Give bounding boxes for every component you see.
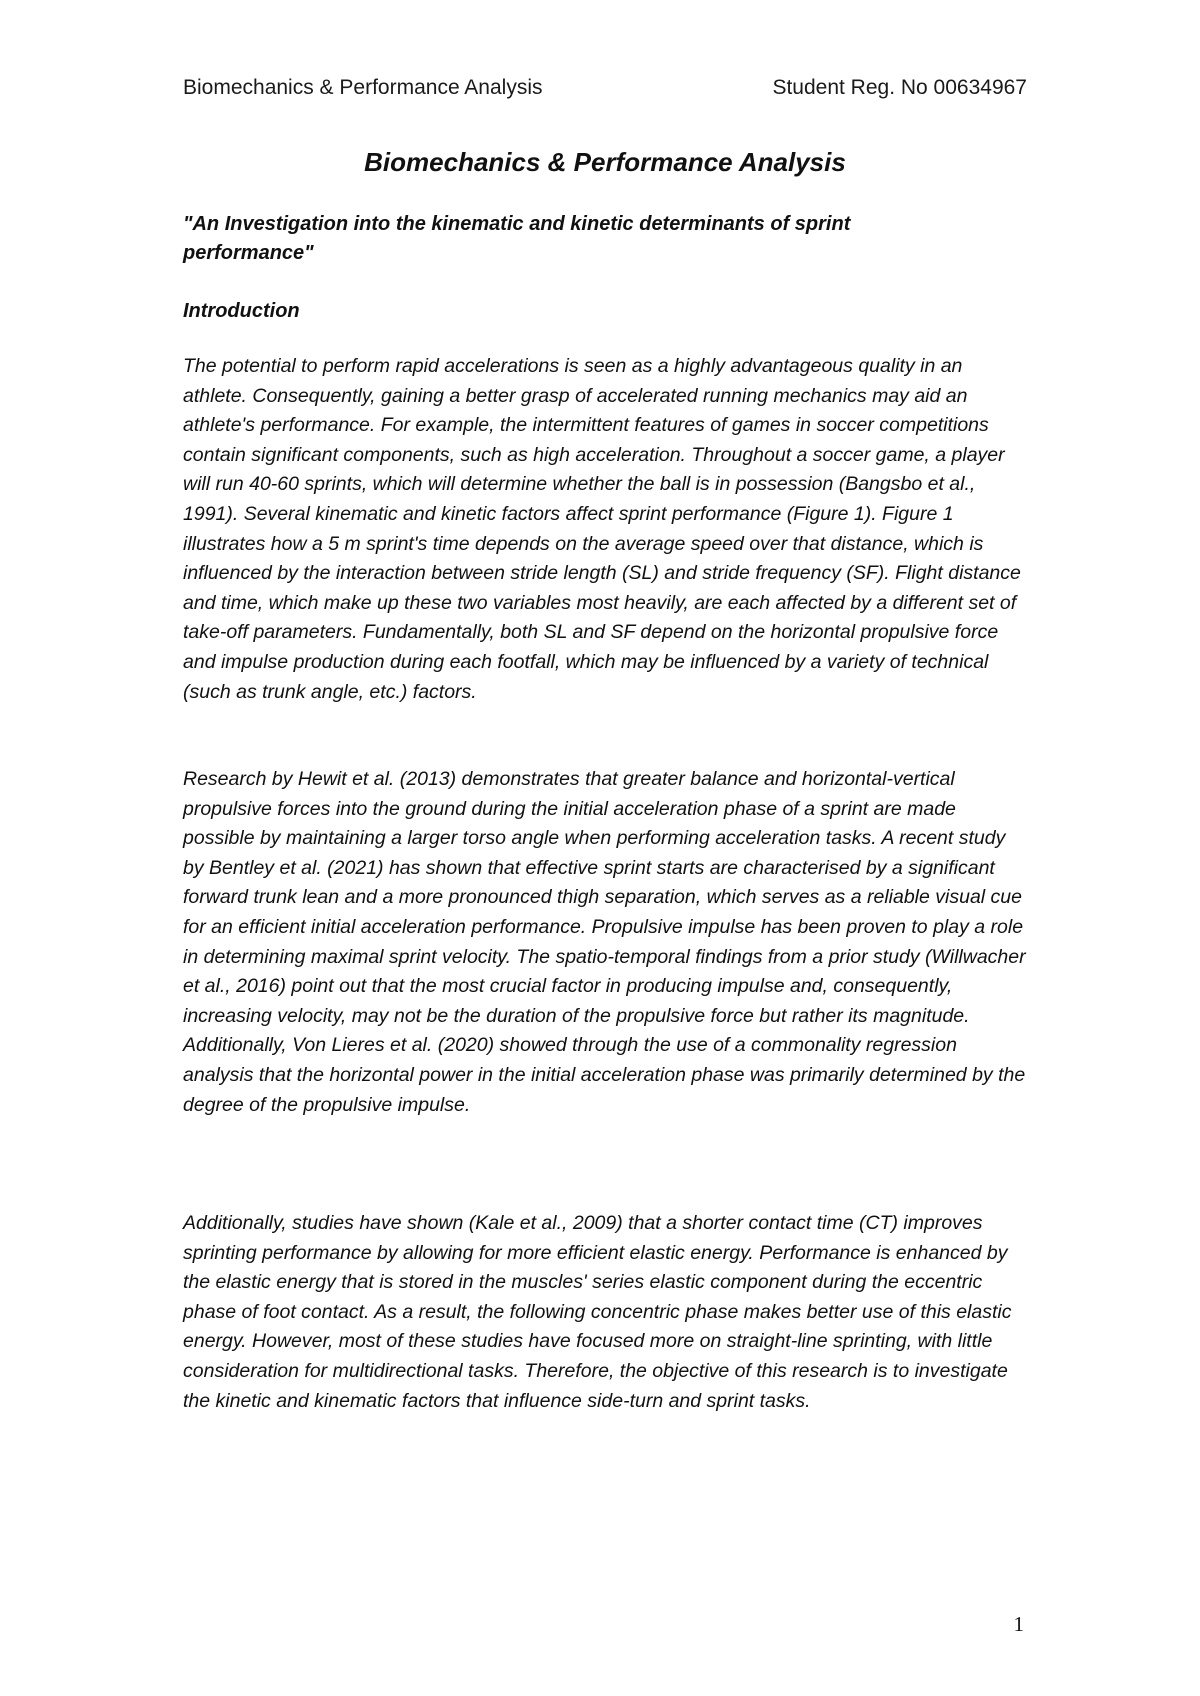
section-heading-introduction: Introduction bbox=[183, 300, 300, 322]
paragraph: Additionally, studies have shown (Kale et al., 2009) that a shorter contact time (CT) improves sprinting performance by allowing for more efficient elastic energy. Performance is enhanced by the elastic energy that is stored in the muscles' series elastic component during the eccentric phase of foot contact. As a result, the following concentric phase makes better use of this elastic energy. However, most of these studies have focused more on straight-line sprinting, with little consideration for multidirectional tasks. Therefore, the objective of this research is to investigate the kinetic and kinematic factors that influence side-turn and sprint tasks. bbox=[183, 1212, 1012, 1412]
running-header bbox=[183, 74, 1027, 104]
document-title: Biomechanics & Performance Analysis bbox=[364, 147, 846, 177]
header-course-title: Biomechanics & Performance Analysis bbox=[183, 76, 543, 99]
paragraph: The potential to perform rapid accelerations is seen as a highly advantageous quality in an athlete. Consequently, gaining a better grasp of accelerated running mechanics may aid an athlete's performance. For example, the intermittent features of games in soccer competitions contain significant components, such as high acceleration. Throughout a soccer game, a player will run 40-60 sprints, which will determine whether the ball is in possession (Bangsbo et al., 1991). Several kinematic and kinetic factors affect sprint performance (Figure 1). Figure 1 illustrates how a 5 m sprint's time depends on the average speed over that distance, which is influenced by the interaction between stride length (SL) and stride frequency (SF). Flight distance and time, which make up these two variables most heavily, are each affected by a different set of take-off parameters. Fundamentally, both SL and SF depend on the horizontal propulsive force and impulse production during each footfall, which may be influenced by a variety of technical (such as trunk angle, etc.) factors. bbox=[183, 355, 1021, 703]
paragraph: Research by Hewit et al. (2013) demonstrates that greater balance and horizontal-vertical propulsive forces into the ground during the initial acceleration phase of a sprint are made possible by maintaining a larger torso angle when performing acceleration tasks. A recent study by Bentley et al. (2021) has shown that effective sprint starts are characterised by a significant forward trunk lean and a more pronounced thigh separation, which serves as a reliable visual cue for an efficient initial acceleration performance. Propulsive impulse has been proven to play a role in determining maximal sprint velocity. The spatio-temporal findings from a prior study (Willwacher et al., 2016) point out that the most crucial factor in producing impulse and, consequently, increasing velocity, may not be the duration of the propulsive force but rather its magnitude. Additionally, Von Lieres et al. (2020) showed through the use of a commonality regression analysis that the horizontal power in the initial acceleration phase was primarily determined by the degree of the propulsive impulse. bbox=[183, 768, 1026, 1116]
page-number: 1 bbox=[1013, 1612, 1024, 1636]
header-student-reg: Student Reg. No 00634967 bbox=[772, 76, 1027, 99]
document-subtitle: "An Investigation into the kinematic and kinetic determinants of sprint performance" bbox=[183, 213, 851, 264]
